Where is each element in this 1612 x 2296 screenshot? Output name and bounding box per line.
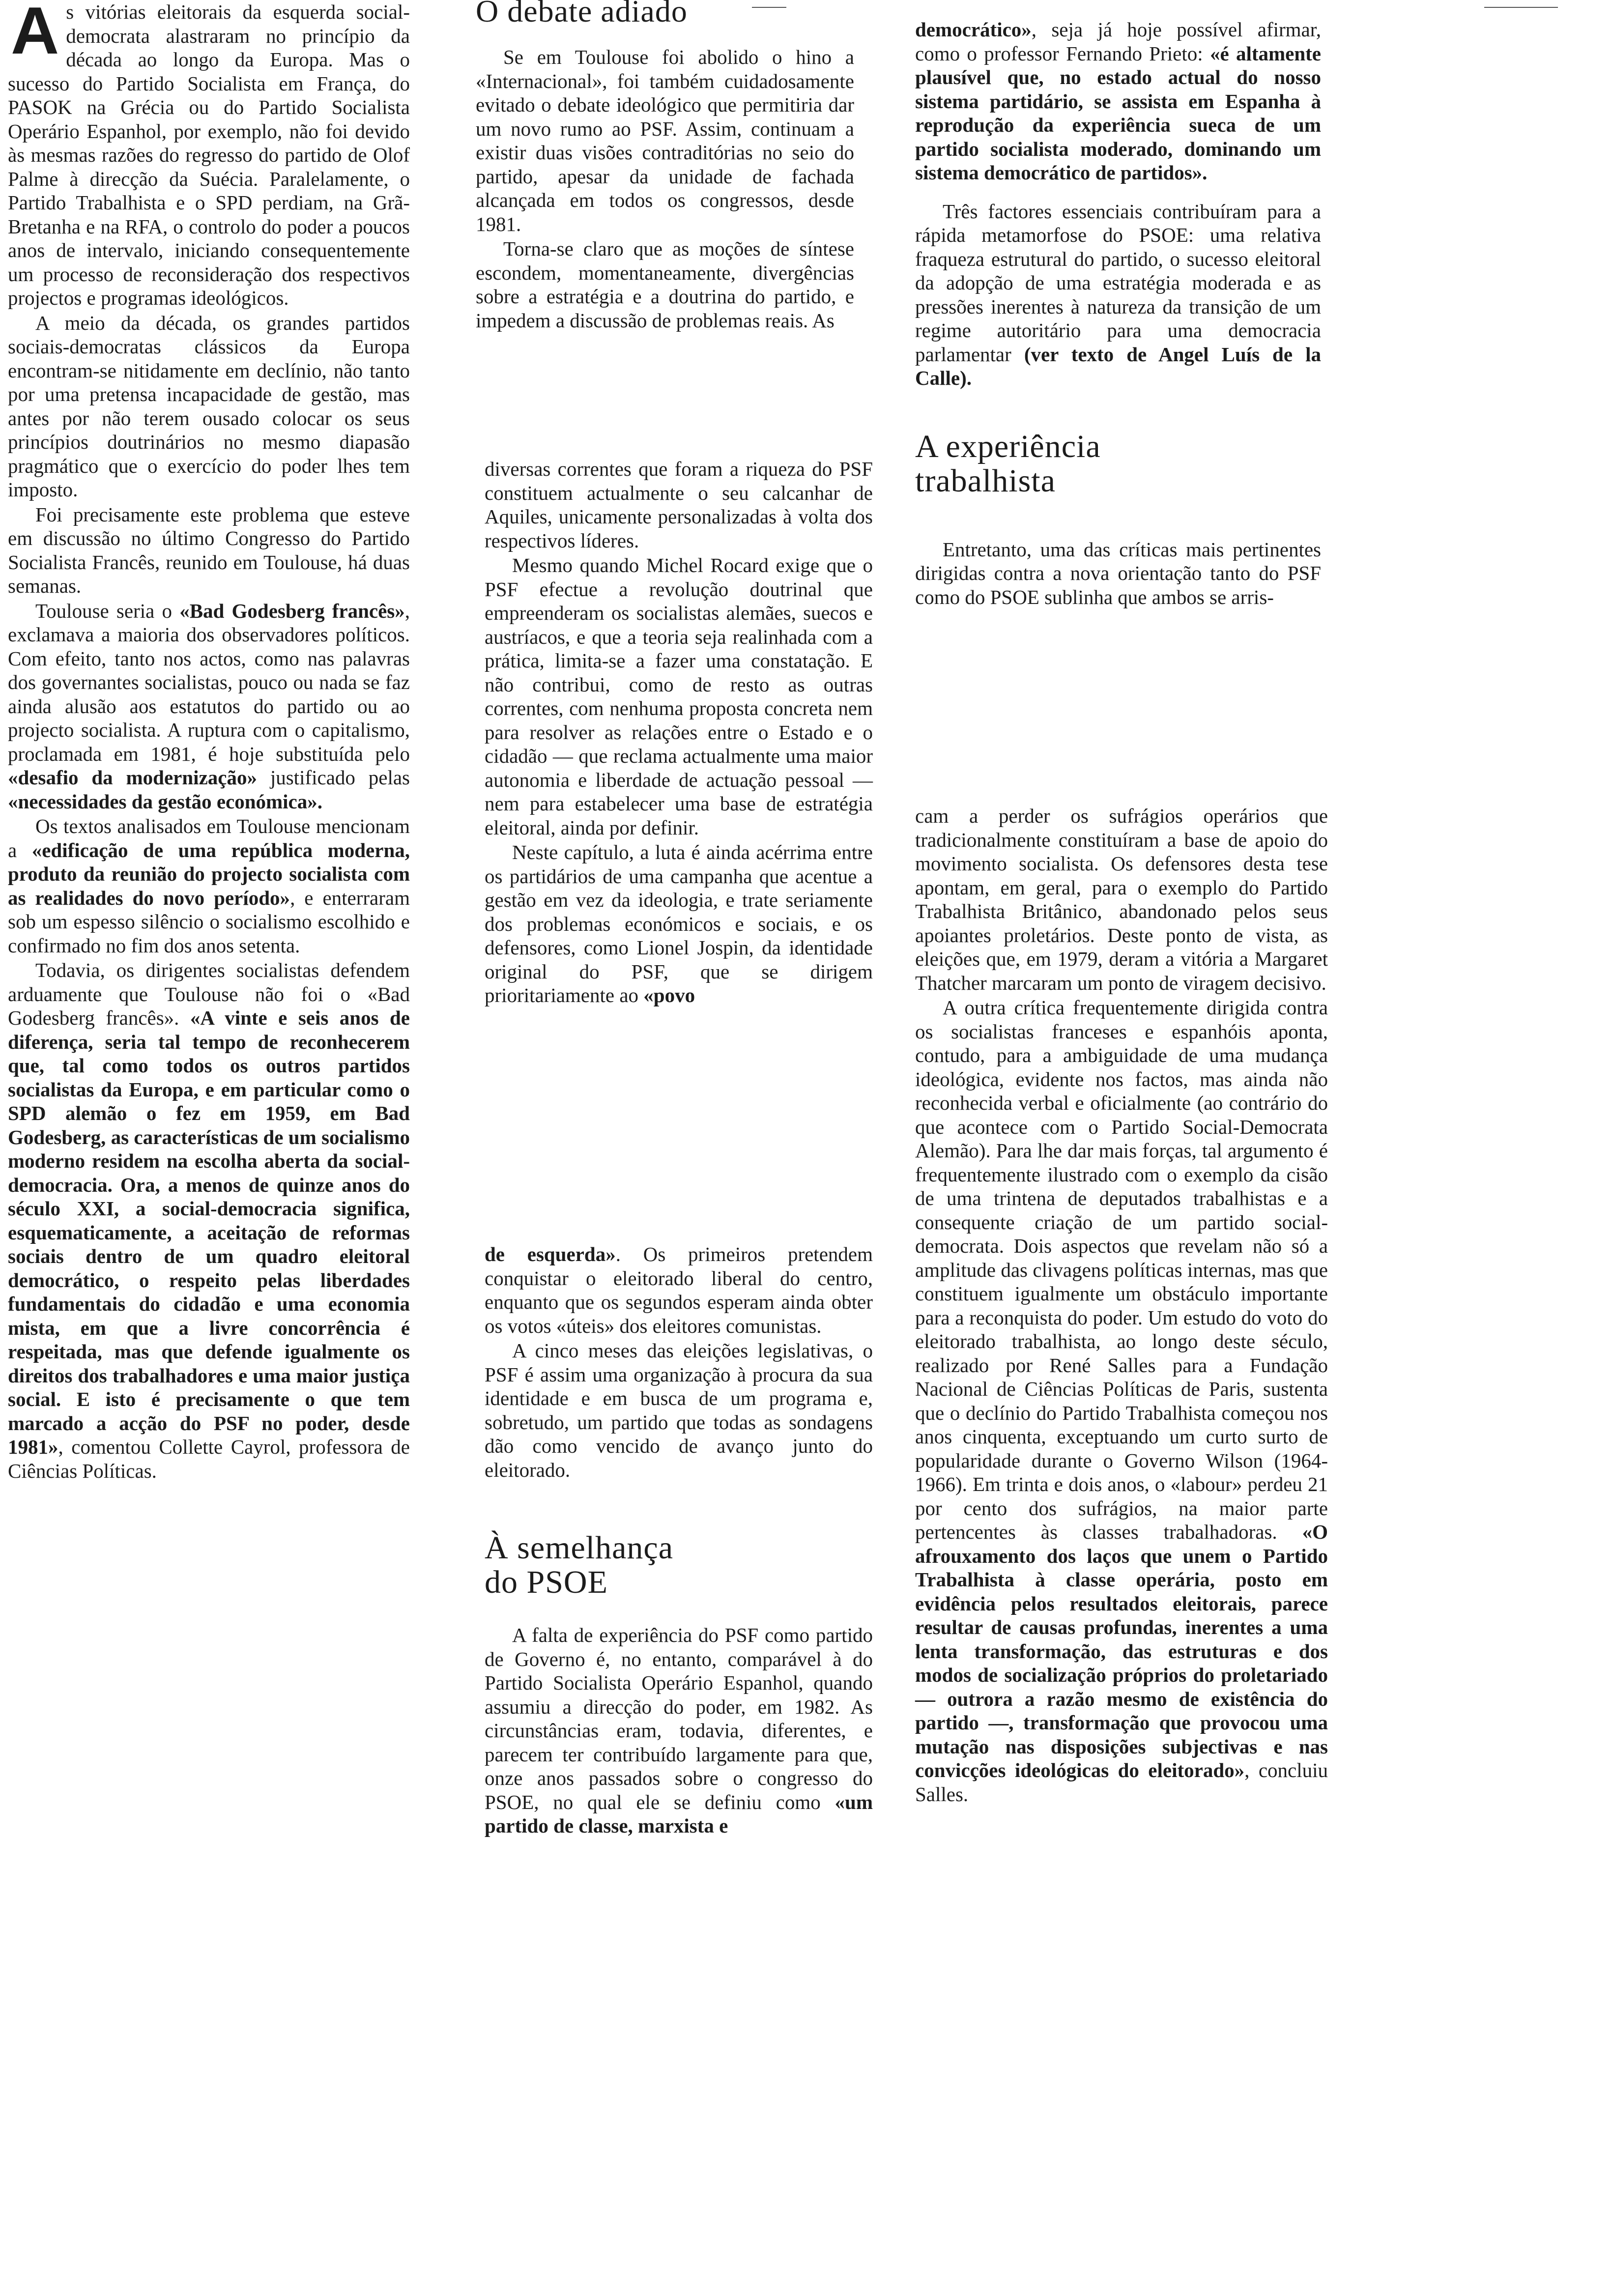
paragraph: de esquerda». Os primeiros pretendem conquistar o eleitorado liberal do centro, enquanto que os segundos esperam ainda obter os votos «úteis» dos eleitores comunistas.	[485, 1243, 873, 1337]
column-2-top	[476, 0, 854, 332]
paragraph: Três factores essenciais contribuíram para a rápida metamorfose do PSOE: uma relativa fraqueza estrutural do partido, o sucesso eleitoral da adopção de uma estratégia moderada e as pressões inerentes à natureza da transição de um regime autoritário para uma democracia parlamentar (ver texto de Angel Luís de la Calle).	[915, 200, 1321, 389]
paragraph: cam a perder os sufrágios operários que tradicionalmente constituíram a base de apoio do movimento socialista. Os defensores desta tese apontam, em geral, para o exemplo do Partido Trabalhista Britânico, abandonado pelos seus apoiantes proletários. Deste ponto de vista, as eleições que, em 1979, deram a vitória a Margaret Thatcher marcaram um ponto de viragem decisivo.	[915, 804, 1328, 994]
section-heading: À semelhança do PSOE	[485, 1530, 673, 1600]
paragraph: A outra crítica frequentemente dirigida contra os socialistas franceses e espanhóis aponta, contudo, para a ambiguidade de uma mudança ideológica, evidente nos factos, mas ainda não reconhecida verbal e oficialmente (ao contrário do que acontece com o Partido Social-Democrata Alemão). Para lhe dar mais forças, tal argumento é frequentemente ilustrado com o exemplo da cisão de uma trintena de deputados trabalhistas e a consequente criação de um partido social-democrata. Dois aspectos que revelam não só a amplitude das clivagens políticas internas, mas que constituem igualmente um obstáculo importante para a reconquista do poder. Um estudo do voto do eleitorado trabalhista, ao longo deste século, realizado por René Salles para a Fundação Nacional de Ciências Políticas de Paris, sustenta que o declínio do Partido Trabalhista começou nos anos cinquenta, exceptuando um curto surto de popularidade durante o Governo Wilson (1964-1966). Em trinta e dois anos, o «labour» perdeu 21 por cento dos sufrágios, na maior parte pertencentes às classes trabalhadoras. «O afrouxamento dos laços que unem o Partido Trabalhista à classe operária, posto em evidência pelos resultados eleitorais, parece resultar de causas profundas, inerentes a uma lenta transformação, das estruturas e dos modos de socialização próprios do proletariado — outrora a razão mesmo de existência do partido —, transformação que provocou uma mutação nas disposições subjectivas e nas convicções ideológicas do eleitorado», concluiu Salles.	[915, 996, 1328, 1806]
paragraph: Torna-se claro que as moções de síntese escondem, momentaneamente, divergências sobre a estratégia e a doutrina do partido, e impedem a discussão de problemas reais. As	[476, 237, 854, 332]
column-2-bottom	[485, 1242, 873, 1838]
paragraph: A meio da década, os grandes partidos sociais-democratas clássicos da Europa encontram-se nitidamente em declínio, não tanto por uma pretensa incapacidade de gestão, mas antes por não terem ousado colocar os seus princípios doutrinários no mesmo diapasão pragmático que o exercício do poder lhes tem imposto.	[8, 311, 410, 501]
paragraph: A cinco meses das eleições legislativas, o PSF é assim uma organização à procura da sua identidade e em busca de um programa e, sobretudo, um partido que todas as sondagens dão como vencido de avanço junto do eleitorado.	[485, 1339, 873, 1481]
column-1	[8, 0, 410, 1483]
divider-rule	[1484, 7, 1558, 8]
paragraph: Se em Toulouse foi abolido o hino a «Internacional», foi também cuidadosamente evitado o debate ideológico que permitiria dar um novo rumo ao PSF. Assim, continuam a existir duas visões contraditórias no seio do partido, apesar da unidade de fachada alcançada em todos os congressos, desde 1981.	[476, 46, 854, 235]
paragraph: Os textos analisados em Toulouse mencionam a «edificação de uma república moderna, produto da reunião do projecto socialista com as realidades do novo período», e enterraram sob um espesso silêncio o socialismo escolhido e confirmado no fim dos anos setenta.	[8, 815, 410, 957]
paragraph: Entretanto, uma das críticas mais pertinentes dirigidas contra a nova orientação tanto do PSF como do PSOE sublinha que ambos se arris-	[915, 538, 1321, 608]
paragraph: A falta de experiência do PSF como partido de Governo é, no entanto, comparável à do Partido Socialista Operário Espanhol, quando assumiu a direcção do poder, em 1982. As circunstâncias eram, todavia, diferentes, e parecem ter contribuído largamente para que, onze anos passados sobre o congresso do PSOE, no qual ele se definiu como «um partido de classe, marxista e	[485, 1624, 873, 1837]
section-heading: A experiência trabalhista	[915, 428, 1101, 499]
paragraph: Todavia, os dirigentes socialistas defendem arduamente que Toulouse não foi o «Bad Godesberg francês». «A vinte e seis anos de diferença, seria tal tempo de reconhecerem que, tal como todos os outros partidos socialistas da Europa, e em particular como o SPD alemão o fez em 1959, em Bad Godesberg, as características de um socialismo moderno residem na escolha aberta da social-democracia. Ora, a menos de quinze anos do século XXI, a social-democracia significa, esquematicamente, a aceitação de reformas sociais dentro de um quadro eleitoral democrático, o respeito pelas liberdades fundamentais do cidadão e uma economia mista, em que a livre concorrência é respeitada, mas que defende igualmente os direitos dos trabalhadores e uma maior justiça social. E isto é precisamente o que tem marcado a acção do PSF no poder, desde 1981», comentou Collette Cayrol, professora de Ciências Políticas.	[8, 959, 410, 1482]
paragraph: Neste capítulo, a luta é ainda acérrima entre os partidários de uma campanha que acentue a gestão em vez da ideologia, e trate seriamente dos problemas económicos e sociais, e os defensores, como Lionel Jospin, da identidade original do PSF, que se dirigem prioritariamente ao «povo	[485, 841, 873, 1006]
paragraph: Mesmo quando Michel Rocard exige que o PSF efectue a revolução doutrinal que empreenderam os socialistas alemães, suecos e austríacos, e que a teoria seja realinhada com a prática, limita-se a fazer uma constatação. E não contribui, como de resto as outras correntes, com nenhuma proposta concreta nem para resolver as relações entre o Estado e o cidadão — que reclama actualmente uma maior autonomia e liberdade de actuação pessoal — nem para estabelecer uma base de estratégia eleitoral, ainda por definir.	[485, 554, 873, 839]
section-heading: O debate adiado	[476, 0, 688, 29]
paragraph: As vitórias eleitorais da esquerda social-democrata alastraram no princípio da década ao longo da Europa. Mas o sucesso do Partido Socialista em França, do PASOK na Grécia ou do Partido Socialista Operário Espanhol, por exemplo, não foi devido às mesmas razões do regresso do partido de Olof Palme à direcção da Suécia. Paralelamente, o Partido Trabalhista e o SPD perdiam, na Grã-Bretanha e na RFA, o controlo do poder a poucos anos de intervalo, iniciando consequentemente um processo de reconsideração dos respectivos projectos e programas ideológicos.	[8, 0, 410, 309]
paragraph: diversas correntes que foram a riqueza do PSF constituem actualmente o seu calcanhar de Aquiles, unicamente personalizadas à volta dos respectivos líderes.	[485, 458, 873, 552]
drop-cap: A	[11, 0, 59, 68]
divider-rule	[752, 7, 786, 8]
paragraph: Foi precisamente este problema que esteve em discussão no último Congresso do Partido Socialista Francês, reunido em Toulouse, há duas semanas.	[8, 503, 410, 597]
column-3-bottom	[915, 804, 1328, 1806]
paragraph: democrático», seja já hoje possível afirmar, como o professor Fernando Prieto: «é altamente plausível que, no estado actual do nosso sistema partidário, se assista em Espanha à reprodução da experiência sueca de um partido socialista moderado, dominando um sistema democrático de partidos».	[915, 18, 1322, 184]
paragraph: Toulouse seria o «Bad Godesberg francês», exclamava a maioria dos observadores políticos. Com efeito, tanto nos actos, como nas palavras dos governantes socialistas, pouco ou nada se faz ainda alusão aos estatutos do partido ou ao projecto socialista. A ruptura com o capitalismo, proclamada em 1981, é hoje substituída pelo «desafio da modernização» justificado pelas «necessidades da gestão económica».	[8, 599, 410, 813]
column-3-top	[915, 18, 1321, 609]
column-2-middle	[485, 457, 873, 1007]
